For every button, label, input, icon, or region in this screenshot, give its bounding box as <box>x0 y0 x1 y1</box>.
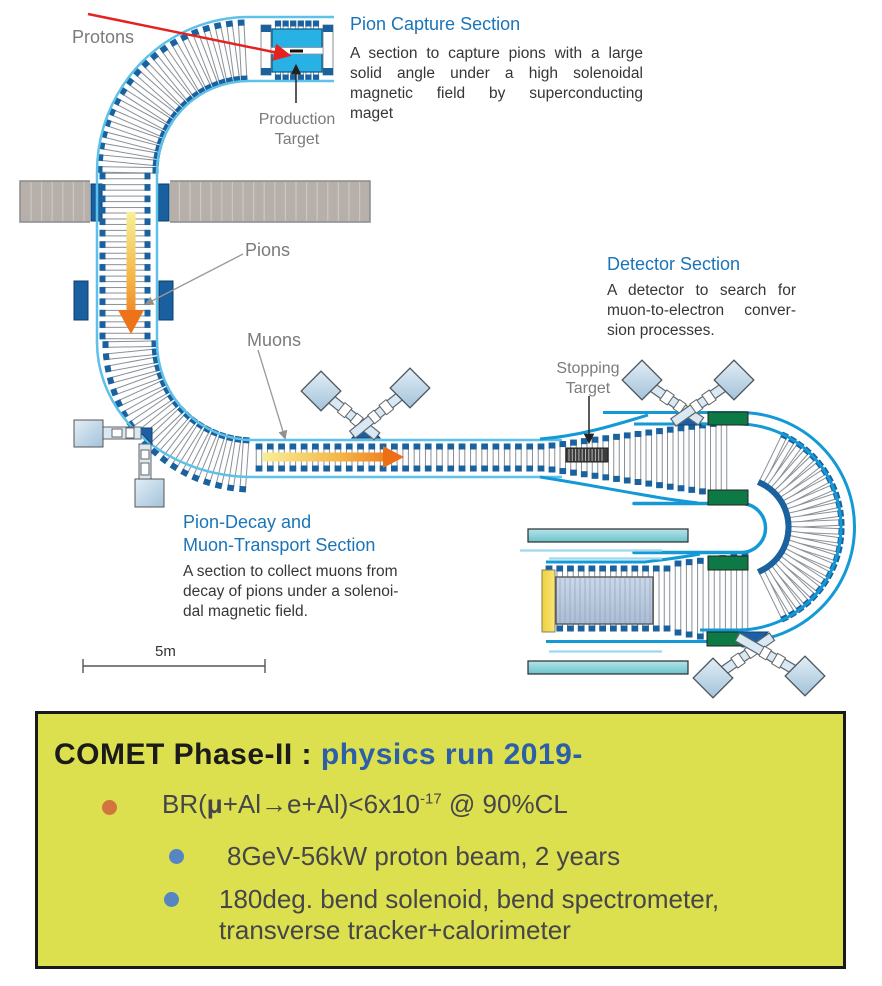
muons-pointer <box>258 350 285 438</box>
scale-bar <box>83 659 265 673</box>
inner-bend-pipe <box>634 504 766 553</box>
detector-section-title: Detector Section <box>607 254 741 274</box>
green-block-2 <box>708 490 748 505</box>
production-target <box>290 50 303 53</box>
bullet-proton-beam: 8GeV-56kW proton beam, 2 years <box>227 841 621 871</box>
capture-side-coil-right <box>323 25 333 75</box>
pion-capture-title: Pion Capture Section <box>350 14 521 34</box>
pion-capture-solenoid <box>261 25 333 75</box>
shield-bar-bottom <box>528 661 688 674</box>
shield-bar-top <box>528 529 688 542</box>
bullet-br-limit: $BR(\mu+Al\to e+Al)<6x10^{-17}$ @ 90%CL <box>162 789 568 819</box>
stopping-target-label: Stopping Target <box>556 360 620 397</box>
transport-magnet-left <box>74 281 88 320</box>
pions-label: Pions <box>245 240 291 260</box>
summary-panel <box>35 711 846 969</box>
wall-magnet-right <box>158 184 169 221</box>
shielding-wall <box>20 179 370 224</box>
detector-section-body: A detector to search for muon-to-electron conver- sion processes. <box>607 282 796 339</box>
pion-capture-body: A section to capture pions with a large solid angle under a high solenoidal magnetic field by superconducting maget <box>350 45 643 122</box>
protons-label: Protons <box>72 27 135 47</box>
lower-bend-coils <box>102 340 249 492</box>
pion-decay-title: Pion-Decay and Muon-Transport Section <box>183 512 376 555</box>
panel-title-black: COMET Phase-II : <box>54 738 321 771</box>
pion-decay-body: A section to collect muons from decay of pions under a solenoi- dal magnetic field. <box>183 563 399 620</box>
support-box <box>135 479 164 507</box>
scale-label: 5m <box>155 643 176 660</box>
calorimeter-endcap <box>542 570 555 632</box>
bullet-blue-icon <box>164 892 179 907</box>
panel-title <box>54 738 583 772</box>
green-block-1 <box>708 412 748 425</box>
green-block-3 <box>708 556 748 570</box>
pions-pointer <box>146 254 243 304</box>
bullet-blue-icon <box>169 849 184 864</box>
transport-magnet-right <box>159 281 173 320</box>
production-target-label: Production Target <box>258 111 336 148</box>
support-structure-transport <box>301 368 430 441</box>
bullet-orange-icon <box>102 800 117 815</box>
panel-title-blue: physics run 2019- <box>320 738 583 771</box>
bullet-solenoid: 180deg. bend solenoid, bend spectrometer, transverse tracker+calorimeter <box>219 884 720 945</box>
support-box <box>74 420 103 447</box>
muons-label: Muons <box>247 330 302 350</box>
stopping-target <box>566 448 608 462</box>
